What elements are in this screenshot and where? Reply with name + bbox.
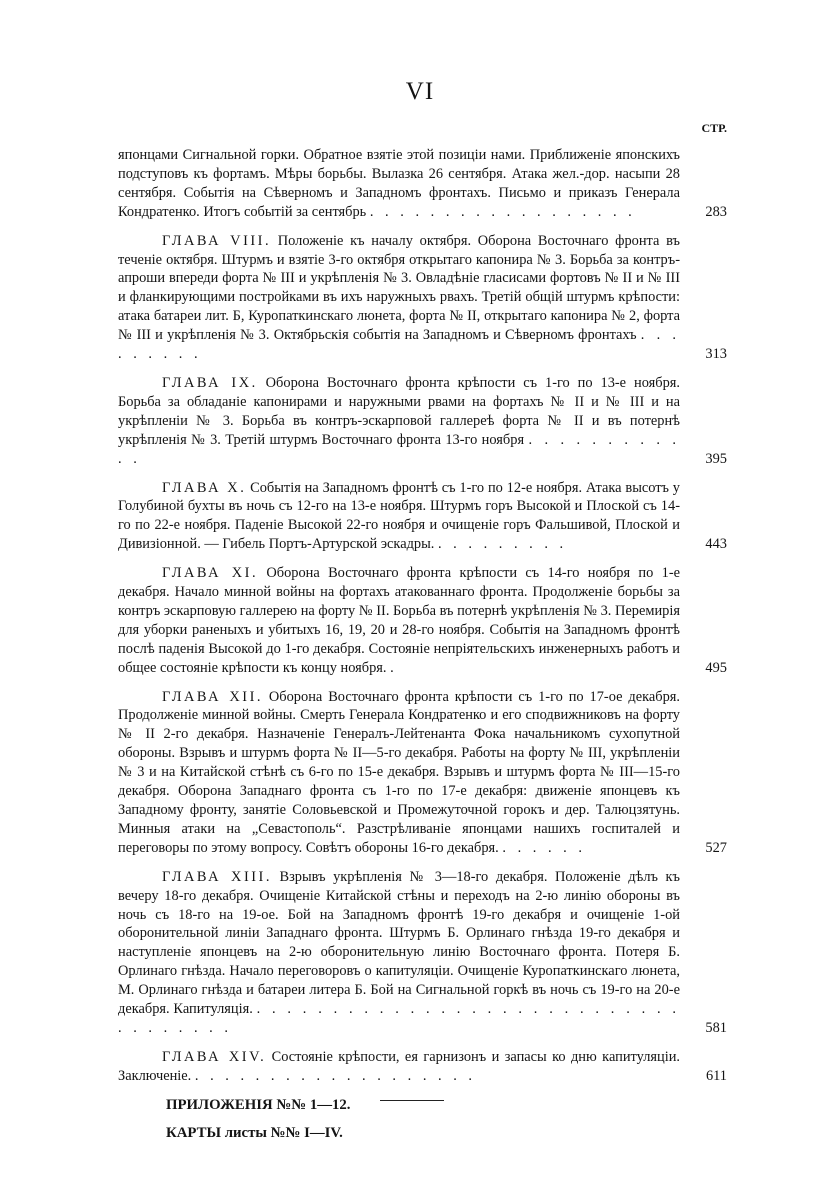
dot-leader: . . . . . . [502,839,586,856]
chapter-summary: Состояніе крѣпости, ея гарнизонъ и запасы ко дню капитуляціи. Заключеніе. [118,1048,681,1084]
toc-entry [118,374,727,469]
toc-entry [118,868,727,1038]
maps-line: КАРТЫ листы №№ I—IV. [166,1124,343,1141]
dot-leader: . . . . . . . . . . . . . . . . . . [369,203,636,220]
chapter-summary: Оборона Восточнаго фронта крѣпости съ 14-го ноября по 1-е декабря. Начало минной войны на фортахъ атакованнаго фронта. Продолженіе борьбы за контръ эскарповую галлерею на форту № II. Борьба въ потернѣ укрѣпленія № 3. Перемирія для уборки раненыхъ и убитыхъ 16, 19, 20 и 28-го ноября. Событія на Западномъ фронтѣ послѣ паденія Высокой до 1-го декабря. Состояніе непріятельскихъ инженерныхъ работъ и общее состояніе крѣпости къ концу ноября. [118,565,680,676]
chapter-summary: Оборона Восточнаго фронта крѣпости съ 1-го по 13-е ноября. Борьба за обладаніе капонирами и наружными рвами на фортахъ № II и № III и на укрѣпленіи № 3. Борьба въ контръ-эскарповой галлереѣ форта № II и въ потернѣ укрѣпленія № 3. Третій штурмъ Восточнаго фронта 13-го ноября [118,374,680,448]
toc-entry [118,564,727,677]
appendices-line: ПРИЛОЖЕНІЯ №№ 1—12. [166,1096,351,1113]
chapter-heading: ГЛАВА XII. [162,688,263,705]
dot-leader: . . . . . . . . . [118,327,680,363]
chapter-page-number: 283 [705,203,727,220]
dot-leader: . . . . . . . . . . . . . . . . . . . . . . . . . . . . . . . . . . . . [118,1001,680,1036]
chapter-heading: ГЛАВА X. [162,479,247,496]
toc-entry [118,688,727,858]
chapter-summary: Взрывъ укрѣпленія № 3—18-го декабря. Положеніе дѣлъ къ вечеру 18-го декабря. Очищеніе Китайской стѣны и переходъ на 2-ю линію обороны въ ночь съ 18-го на 19-ое. Бой на Западномъ фронтѣ 19-го декабря и очищеніе 1-ой оборонительной линіи Западнаго фронта. Штурмъ Б. Орлинаго гнѣзда 19-го декабря и наступленіе японцевъ на 2-ю оборонительную линію Восточнаго фронта. Потеря Б. Орлинаго гнѣзда. Начало переговоровъ о капитуляціи. Очищеніе Куропаткинскаго люнета, М. Орлинаго гнѣзда и батареи литера Б. Бой на Сигнальной горкѣ въ ночь съ 19-го на 20-е декабря. Капитуляція. [118,868,680,1018]
chapter-summary: Событія на Западномъ фронтѣ съ 1-го по 12-е ноября. Атака высотъ у Голубиной бухты въ ночь съ 12-го на 13-е ноября. Штурмъ горъ Высокой и Плоской съ 14-го по 22-е ноября. Паденіе Высокой 22-го ноября и очищеніе горъ Фальшивой, Плоской и Дивизіонной. — Гибель Портъ-Артурской эскадры. [118,479,681,553]
chapter-page-number: 443 [705,536,727,553]
dot-leader: . . . . . . . . . . . . [118,431,680,467]
chapter-summary: Положеніе къ началу октября. Оборона Восточнаго фронта въ теченіе октября. Штурмъ и взятіе 3-го октября открытаго капонира № 3. Борьба за контръ-апроши впереди форта № III и укрѣпленія № 3. Овладѣніе гласисами фортовъ № II и № III и фланкирующими постройками въ ихъ наружныхъ рвахъ. Третій общій штурмъ крѣпости: атака батареи лит. Б, Куропаткинскаго люнета, форта № II, открытаго капонира № 2, форта № III и укрѣпленія № 3. Октябрьскія событія на Западномъ и Сѣверномъ фронтахъ [118,232,680,344]
closing-rule [380,1100,444,1101]
chapter-heading: ГЛАВА VIII. [162,232,272,249]
chapter-page-number: 313 [705,346,727,363]
chapter-heading: ГЛАВА XIV. [162,1048,267,1065]
table-of-contents [118,146,727,1143]
chapter-heading: ГЛАВА IX. [162,374,258,391]
page-column-header: СТР. [701,121,727,135]
chapter-heading: ГЛАВА XI. [162,565,259,582]
chapter-page-number: 581 [705,1019,727,1036]
toc-entry [118,1048,727,1086]
chapter-summary: японцами Сигнальной горки. Обратное взятіе этой позиціи нами. Приближеніе японскихъ подступовъ къ фортамъ. Мѣры борьбы. Вылазка 26 сентября. Атака жел.-дор. насыпи 28 сентября. Событія на Сѣверномъ и Западномъ фронтахъ. Письмо и приказъ Генерала Кондратенко. Итогъ событій за сентябрь [118,147,680,220]
chapter-page-number: 611 [705,1067,727,1084]
chapter-page-number: 395 [705,450,727,467]
dot-leader: . . . . . . . . . [437,536,568,553]
dot-leader: . . . . . . . . . . . . . . . . . . . [194,1067,477,1084]
dot-leader: . [390,659,398,676]
chapter-heading: ГЛАВА XIII. [162,868,272,885]
page-number: VI [405,78,435,105]
chapter-summary: Оборона Восточнаго фронта крѣпости съ 1-го по 17-ое декабря. Продолженіе минной войны. Смерть Генерала Кондратенко и его сподвижниковъ на форту № II 2-го декабря. Назначеніе Генералъ-Лейтенанта Фока начальникомъ сухопутной обороны. Взрывъ и штурмъ форта № II—5-го декабря. Работы на форту № III, укрѣпленіи № 3 и на Китайской стѣнѣ съ 6-го по 15-е декабря. Взрывъ и штурмъ форта № III—15-го декабря. Оборона Западнаго фронта съ 1-го по 17-е декабря: движеніе японцевъ къ Западному фронту, занятіе Соловьевской и Промежуточной горокъ и дер. Талюцзятунь. Минныя атаки на „Севастополь“. Разстрѣливаніе японцами нашихъ госпиталей и переговоры по этому вопросу. Совѣтъ обороны 16-го декабря. [118,688,680,856]
toc-entry [118,146,727,222]
toc-entry [118,232,727,364]
chapter-page-number: 495 [705,659,727,676]
chapter-page-number: 527 [705,839,727,856]
toc-entry [118,479,727,555]
